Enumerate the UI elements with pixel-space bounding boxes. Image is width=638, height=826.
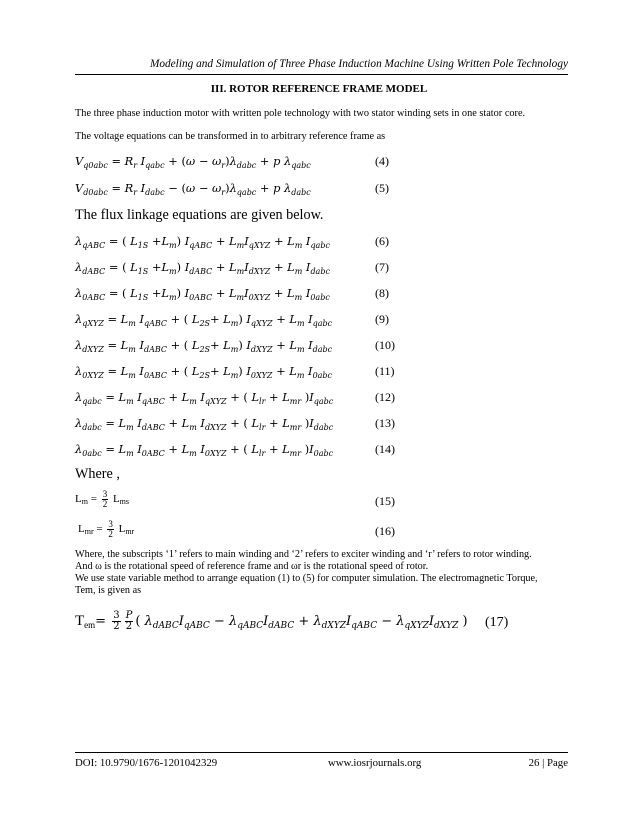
equation-7 xyxy=(75,260,545,278)
equation-6 xyxy=(75,234,545,252)
equation-9-expression: $\lambda_{qXYZ} = L_m$ $I_{qABC}$ + ( $L_{2S}+ L_m$) $I_{qXYZ} + L_m$ $I_{qabc}$ xyxy=(75,312,333,328)
equation-5 xyxy=(75,181,545,199)
equation-17-number: (17) xyxy=(485,615,509,630)
flux-intro: The flux linkage equations are given below. xyxy=(75,207,324,223)
equation-6-expression: $\lambda_{qABC}$ = ( $L_{1S} +L_m$) $I_{qABC} + L_mI_{qXYZ} + L_m$ $I_{qabc}$ xyxy=(75,234,330,250)
equation-12 xyxy=(75,390,545,408)
equation-16-expression: $L_{mr}$ = $\frac{3}{2}$ $L_{mr}$ xyxy=(78,519,135,539)
equation-5-expression: $V_{d0abc} = R_r$ $I_{dabc} - (\omega - \omega_r)\lambda_{qabc} + p$ $\lambda_{dabc}$ xyxy=(75,181,311,197)
where-explanation-line-4: Tem, is given as xyxy=(75,585,142,596)
equation-6-number: (6) xyxy=(375,234,389,248)
footer-doi: DOI: 10.9790/1676-1201042329 xyxy=(75,757,218,769)
equation-10 xyxy=(75,338,545,356)
where-label: Where , xyxy=(75,466,120,482)
equation-14 xyxy=(75,442,545,460)
where-explanation-line-2: And ω is the rotational speed of reference frame and ωr is the rotational speed of rotor. xyxy=(75,561,429,572)
equation-16-number: (16) xyxy=(375,524,395,538)
equation-13-expression: $\lambda_{dabc} = L_m$ $I_{dABC} + L_m$ $I_{dXYZ}$ + ( $L_{lr} + L_{mr}$ )$I_{dabc}$ xyxy=(75,416,334,432)
header-rule xyxy=(75,74,568,75)
equation-4 xyxy=(75,154,545,172)
where-explanation-line-1: Where, the subscripts ‘1’ refers to main winding and ‘2’ refers to exciter winding and ‘r’ refers to rotor winding. xyxy=(75,549,532,560)
equation-9 xyxy=(75,312,545,330)
equation-13-number: (13) xyxy=(375,416,395,430)
intro-paragraph-1: The three phase induction motor with written pole technology with two stator winding sets in one stator core. xyxy=(75,108,526,119)
equation-12-number: (12) xyxy=(375,390,395,404)
equation-14-number: (14) xyxy=(375,442,395,456)
equation-11-expression: $\lambda_{0XYZ} = L_m$ $I_{0ABC}$ + ( $L_{2S}+ L_m$) $I_{0XYZ} + L_m$ $I_{0abc}$ xyxy=(75,364,333,380)
equation-4-number: (4) xyxy=(375,154,389,168)
equation-14-expression: $\lambda_{0abc} = L_m$ $I_{0ABC} + L_m$ $I_{0XYZ}$ + ( $L_{lr} + L_{mr}$ )$I_{0abc}$ xyxy=(75,442,334,458)
equation-11 xyxy=(75,364,545,382)
equation-17 xyxy=(75,607,568,637)
equation-8 xyxy=(75,286,545,304)
equation-17-expression: $T_{em}=$ $\frac{3}{2}$ $\frac{P}{2}$ ( $\lambda_{dABC}I_{qABC} - \lambda_{qABC}I_{dABC} + \lambda_{dXYZ}I_{qABC} - \lambda_{qXYZ}I_{dXYZ}$ ) xyxy=(75,610,468,632)
where-explanation-line-3: We use state variable method to arrange equation (1) to (5) for computer simulation. The electromagnetic Torque, xyxy=(75,573,538,584)
equation-7-number: (7) xyxy=(375,260,389,274)
equation-12-expression: $\lambda_{qabc} = L_m$ $I_{qABC} + L_m$ $I_{qXYZ}$ + ( $L_{lr} + L_{mr}$ )$I_{qabc}$ xyxy=(75,390,334,406)
footer-page-number: 26 | Page xyxy=(528,757,568,769)
equation-11-number: (11) xyxy=(375,364,395,378)
footer-rule xyxy=(75,752,568,753)
equation-15 xyxy=(75,488,545,512)
equation-10-expression: $\lambda_{dXYZ} = L_m$ $I_{dABC}$ + ( $L_{2S}+ L_m$) $I_{dXYZ} + L_m$ $I_{dabc}$ xyxy=(75,338,333,354)
running-header: Modeling and Simulation of Three Phase Induction Machine Using Written Pole Technology xyxy=(149,58,568,70)
equation-16 xyxy=(75,518,545,542)
equation-8-number: (8) xyxy=(375,286,389,300)
equation-5-number: (5) xyxy=(375,181,389,195)
equation-8-expression: $\lambda_{0ABC}$ = ( $L_{1S} +L_m$) $I_{0ABC} + L_mI_{0XYZ} + L_m$ $I_{0abc}$ xyxy=(75,286,330,302)
equation-4-expression: $V_{q0abc} = R_r$ $I_{qabc} + (\omega - \omega_r)\lambda_{dabc} + p$ $\lambda_{qabc}$ xyxy=(75,154,311,170)
intro-paragraph-2: The voltage equations can be transformed in to arbitrary reference frame as xyxy=(75,131,386,142)
equation-15-expression: $L_m$ = $\frac{3}{2}$ $L_{ms}$ xyxy=(75,489,130,509)
equation-9-number: (9) xyxy=(375,312,389,326)
equation-10-number: (10) xyxy=(375,338,395,352)
footer-website: www.iosrjournals.org xyxy=(328,757,422,769)
equation-13 xyxy=(75,416,545,434)
section-heading: III. ROTOR REFERENCE FRAME MODEL xyxy=(210,83,428,95)
equation-7-expression: $\lambda_{dABC}$ = ( $L_{1S} +L_m$) $I_{dABC} + L_mI_{dXYZ} + L_m$ $I_{dabc}$ xyxy=(75,260,330,276)
equation-15-number: (15) xyxy=(375,494,395,508)
